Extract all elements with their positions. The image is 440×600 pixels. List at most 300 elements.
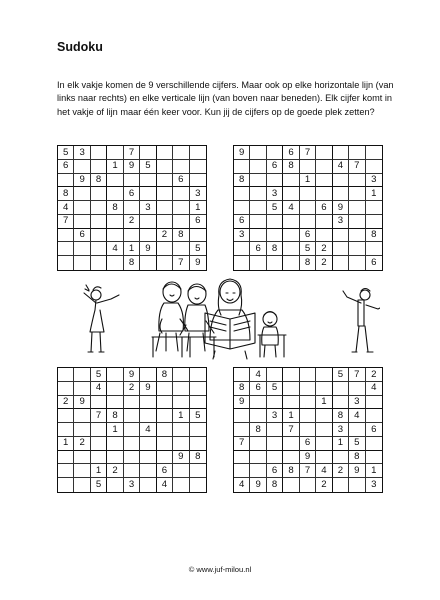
sudoku-cell[interactable] [173,201,189,215]
sudoku-cell[interactable] [157,409,173,423]
sudoku-cell[interactable] [190,229,206,243]
sudoku-cell[interactable] [366,215,382,229]
sudoku-cell[interactable]: 6 [300,437,316,451]
sudoku-cell[interactable]: 9 [300,451,316,465]
sudoku-cell[interactable]: 8 [333,409,349,423]
sudoku-cell[interactable] [74,409,90,423]
sudoku-cell[interactable] [300,201,316,215]
sudoku-cell[interactable]: 5 [190,409,206,423]
sudoku-cell[interactable] [316,187,332,201]
sudoku-cell[interactable] [124,229,140,243]
sudoku-cell[interactable] [234,187,250,201]
sudoku-cell[interactable]: 7 [124,146,140,160]
sudoku-cell[interactable] [124,423,140,437]
sudoku-cell[interactable]: 6 [124,187,140,201]
sudoku-cell[interactable]: 2 [124,215,140,229]
sudoku-cell[interactable]: 7 [234,437,250,451]
sudoku-cell[interactable] [366,160,382,174]
sudoku-cell[interactable] [316,368,332,382]
sudoku-cell[interactable] [91,256,107,270]
sudoku-cell[interactable] [333,242,349,256]
sudoku-cell[interactable] [234,423,250,437]
sudoku-cell[interactable]: 8 [366,229,382,243]
sudoku-cell[interactable] [316,174,332,188]
sudoku-cell[interactable] [157,242,173,256]
sudoku-cell[interactable] [250,409,266,423]
sudoku-cell[interactable] [333,229,349,243]
sudoku-cell[interactable]: 2 [316,478,332,492]
sudoku-cell[interactable] [107,478,123,492]
sudoku-cell[interactable]: 8 [190,451,206,465]
sudoku-cell[interactable] [107,437,123,451]
sudoku-cell[interactable]: 1 [91,464,107,478]
sudoku-cell[interactable]: 5 [333,368,349,382]
sudoku-cell[interactable] [190,423,206,437]
sudoku-cell[interactable] [157,382,173,396]
sudoku-cell[interactable] [316,409,332,423]
sudoku-cell[interactable]: 4 [316,464,332,478]
sudoku-cell[interactable]: 2 [124,382,140,396]
sudoku-cell[interactable] [283,451,299,465]
sudoku-cell[interactable] [91,215,107,229]
sudoku-cell[interactable] [234,368,250,382]
sudoku-cell[interactable]: 8 [267,478,283,492]
sudoku-cell[interactable] [267,146,283,160]
sudoku-cell[interactable]: 7 [300,146,316,160]
sudoku-cell[interactable] [333,396,349,410]
sudoku-cell[interactable] [91,201,107,215]
sudoku-cell[interactable] [234,256,250,270]
sudoku-cell[interactable]: 4 [58,201,74,215]
sudoku-cell[interactable]: 2 [107,464,123,478]
sudoku-cell[interactable] [234,451,250,465]
sudoku-cell[interactable] [316,437,332,451]
sudoku-cell[interactable]: 9 [349,464,365,478]
sudoku-cell[interactable] [74,464,90,478]
sudoku-cell[interactable] [300,160,316,174]
sudoku-cell[interactable] [283,437,299,451]
sudoku-cell[interactable] [124,464,140,478]
sudoku-cell[interactable] [74,423,90,437]
sudoku-cell[interactable] [74,215,90,229]
sudoku-cell[interactable]: 9 [74,396,90,410]
sudoku-cell[interactable] [173,382,189,396]
sudoku-cell[interactable]: 1 [300,174,316,188]
sudoku-cell[interactable]: 9 [124,368,140,382]
sudoku-cell[interactable] [316,451,332,465]
sudoku-cell[interactable] [140,215,156,229]
sudoku-cell[interactable]: 5 [91,478,107,492]
sudoku-cell[interactable] [333,478,349,492]
sudoku-cell[interactable] [250,396,266,410]
sudoku-cell[interactable]: 5 [267,201,283,215]
sudoku-cell[interactable] [91,160,107,174]
sudoku-cell[interactable] [300,215,316,229]
sudoku-cell[interactable] [173,215,189,229]
sudoku-cell[interactable] [173,160,189,174]
sudoku-cell[interactable]: 9 [234,396,250,410]
sudoku-cell[interactable] [300,382,316,396]
sudoku-cell[interactable]: 2 [74,437,90,451]
sudoku-cell[interactable] [250,187,266,201]
sudoku-cell[interactable] [58,256,74,270]
sudoku-cell[interactable] [140,146,156,160]
sudoku-cell[interactable]: 9 [333,201,349,215]
sudoku-cell[interactable]: 6 [316,201,332,215]
sudoku-cell[interactable]: 7 [58,215,74,229]
sudoku-cell[interactable] [250,451,266,465]
sudoku-cell[interactable] [107,396,123,410]
sudoku-cell[interactable] [157,174,173,188]
sudoku-cell[interactable] [173,423,189,437]
sudoku-cell[interactable]: 6 [267,160,283,174]
sudoku-cell[interactable] [316,146,332,160]
sudoku-cell[interactable] [107,368,123,382]
sudoku-cell[interactable]: 8 [283,464,299,478]
sudoku-cell[interactable]: 1 [58,437,74,451]
sudoku-cell[interactable]: 3 [267,409,283,423]
sudoku-cell[interactable]: 4 [91,382,107,396]
sudoku-cell[interactable]: 7 [173,256,189,270]
sudoku-cell[interactable] [300,187,316,201]
sudoku-cell[interactable]: 4 [333,160,349,174]
sudoku-cell[interactable]: 5 [349,437,365,451]
sudoku-cell[interactable] [250,229,266,243]
sudoku-cell[interactable] [250,174,266,188]
sudoku-cell[interactable]: 9 [124,160,140,174]
sudoku-cell[interactable] [157,215,173,229]
sudoku-cell[interactable] [316,229,332,243]
sudoku-cell[interactable] [349,215,365,229]
sudoku-cell[interactable]: 8 [58,187,74,201]
sudoku-cell[interactable] [157,437,173,451]
sudoku-cell[interactable] [349,256,365,270]
sudoku-cell[interactable] [190,396,206,410]
sudoku-cell[interactable]: 3 [371,479,377,491]
sudoku-cell[interactable] [234,160,250,174]
sudoku-cell[interactable] [74,160,90,174]
sudoku-cell[interactable]: 3 [190,187,206,201]
sudoku-cell[interactable] [190,146,206,160]
sudoku-cell[interactable]: 8 [267,242,283,256]
sudoku-cell[interactable] [140,368,156,382]
sudoku-cell[interactable] [140,409,156,423]
sudoku-cell[interactable] [173,396,189,410]
sudoku-cell[interactable]: 2 [333,464,349,478]
sudoku-cell[interactable] [267,423,283,437]
sudoku-cell[interactable] [333,174,349,188]
sudoku-cell[interactable] [58,478,74,492]
sudoku-cell[interactable] [300,423,316,437]
sudoku-cell[interactable]: 6 [267,464,283,478]
sudoku-cell[interactable] [366,201,382,215]
sudoku-cell[interactable]: 3 [366,174,382,188]
sudoku-cell[interactable]: 6 [190,215,206,229]
sudoku-cell[interactable]: 6 [74,229,90,243]
sudoku-cell[interactable]: 9 [250,478,266,492]
sudoku-cell[interactable] [333,451,349,465]
sudoku-cell[interactable]: 5 [267,382,283,396]
sudoku-cell[interactable] [140,451,156,465]
sudoku-cell[interactable] [58,423,74,437]
sudoku-cell[interactable]: 1 [283,409,299,423]
sudoku-cell[interactable]: 1 [316,396,332,410]
sudoku-cell[interactable] [267,368,283,382]
sudoku-cell[interactable] [124,437,140,451]
sudoku-cell[interactable] [124,201,140,215]
sudoku-cell[interactable] [173,464,189,478]
sudoku-cell[interactable] [190,160,206,174]
sudoku-cell[interactable] [74,201,90,215]
sudoku-cell[interactable] [58,368,74,382]
sudoku-cell[interactable]: 6 [250,242,266,256]
sudoku-cell[interactable] [250,201,266,215]
sudoku-cell[interactable]: 4 [283,201,299,215]
sudoku-cell[interactable]: 6 [173,174,189,188]
sudoku-cell[interactable] [58,451,74,465]
sudoku-cell[interactable] [140,229,156,243]
sudoku-cell[interactable] [91,451,107,465]
sudoku-cell[interactable]: 1 [333,437,349,451]
sudoku-cell[interactable]: 8 [349,451,365,465]
sudoku-cell[interactable]: 7 [349,160,365,174]
sudoku-cell[interactable] [316,382,332,396]
sudoku-cell[interactable] [234,464,250,478]
sudoku-cell[interactable]: 7 [349,368,365,382]
sudoku-cell[interactable]: 6 [371,257,377,269]
sudoku-cell[interactable] [124,396,140,410]
sudoku-cell[interactable] [250,437,266,451]
sudoku-cell[interactable] [349,229,365,243]
sudoku-cell[interactable] [173,146,189,160]
sudoku-cell[interactable] [366,451,382,465]
sudoku-cell[interactable] [267,437,283,451]
sudoku-cell[interactable] [107,382,123,396]
sudoku-cell[interactable] [91,187,107,201]
sudoku-cell[interactable]: 4 [250,368,266,382]
sudoku-cell[interactable] [58,174,74,188]
sudoku-cell[interactable] [107,146,123,160]
sudoku-cell[interactable]: 8 [250,423,266,437]
sudoku-cell[interactable] [173,187,189,201]
sudoku-cell[interactable] [74,451,90,465]
sudoku-cell[interactable] [283,215,299,229]
sudoku-cell[interactable] [349,187,365,201]
sudoku-cell[interactable]: 9 [140,382,156,396]
sudoku-cell[interactable] [333,146,349,160]
sudoku-cell[interactable]: 1 [366,464,382,478]
sudoku-cell[interactable]: 8 [91,174,107,188]
sudoku-cell[interactable]: 3 [74,146,90,160]
sudoku-cell[interactable]: 6 [157,464,173,478]
sudoku-cell[interactable]: 5 [140,160,156,174]
sudoku-cell[interactable]: 2 [157,229,173,243]
sudoku-cell[interactable]: 8 [300,256,316,270]
sudoku-cell[interactable] [349,146,365,160]
sudoku-cell[interactable] [91,242,107,256]
sudoku-cell[interactable] [124,174,140,188]
sudoku-cell[interactable]: 1 [107,160,123,174]
sudoku-cell[interactable]: 8 [107,409,123,423]
sudoku-cell[interactable] [190,478,206,492]
sudoku-cell[interactable] [157,396,173,410]
sudoku-cell[interactable] [190,437,206,451]
sudoku-cell[interactable] [107,229,123,243]
sudoku-cell[interactable] [91,146,107,160]
sudoku-cell[interactable]: 2 [316,256,332,270]
sudoku-cell[interactable]: 1 [366,187,382,201]
sudoku-cell[interactable] [140,464,156,478]
sudoku-cell[interactable] [267,256,283,270]
sudoku-cell[interactable] [124,409,140,423]
sudoku-cell[interactable]: 8 [234,382,250,396]
sudoku-cell[interactable] [157,187,173,201]
sudoku-cell[interactable] [58,242,74,256]
sudoku-cell[interactable]: 3 [333,423,349,437]
sudoku-cell[interactable] [267,215,283,229]
sudoku-cell[interactable] [250,215,266,229]
sudoku-cell[interactable] [267,451,283,465]
sudoku-cell[interactable] [300,396,316,410]
sudoku-cell[interactable]: 8 [283,160,299,174]
sudoku-cell[interactable] [250,256,266,270]
sudoku-cell[interactable]: 1 [173,409,189,423]
sudoku-cell[interactable] [157,451,173,465]
sudoku-cell[interactable]: 5 [91,368,107,382]
sudoku-cell[interactable]: 9 [195,257,201,269]
sudoku-cell[interactable] [300,409,316,423]
sudoku-cell[interactable] [107,256,123,270]
sudoku-cell[interactable] [74,242,90,256]
sudoku-cell[interactable] [58,382,74,396]
sudoku-cell[interactable] [349,242,365,256]
sudoku-cell[interactable] [316,215,332,229]
sudoku-cell[interactable]: 1 [124,242,140,256]
sudoku-cell[interactable]: 3 [349,396,365,410]
sudoku-cell[interactable] [124,451,140,465]
sudoku-cell[interactable] [58,229,74,243]
sudoku-cell[interactable]: 5 [300,242,316,256]
sudoku-cell[interactable] [91,396,107,410]
sudoku-cell[interactable] [349,201,365,215]
sudoku-cell[interactable] [140,396,156,410]
sudoku-cell[interactable]: 2 [316,242,332,256]
sudoku-cell[interactable] [190,464,206,478]
sudoku-cell[interactable] [300,368,316,382]
sudoku-cell[interactable]: 9 [140,242,156,256]
sudoku-cell[interactable] [366,242,382,256]
sudoku-cell[interactable] [283,174,299,188]
sudoku-cell[interactable] [140,174,156,188]
sudoku-cell[interactable] [366,409,382,423]
sudoku-cell[interactable] [74,368,90,382]
sudoku-cell[interactable]: 6 [300,229,316,243]
sudoku-cell[interactable]: 3 [124,478,140,492]
sudoku-cell[interactable] [173,368,189,382]
sudoku-cell[interactable] [190,368,206,382]
sudoku-cell[interactable] [366,146,382,160]
sudoku-cell[interactable]: 8 [157,368,173,382]
sudoku-cell[interactable] [157,146,173,160]
sudoku-cell[interactable]: 2 [366,368,382,382]
sudoku-cell[interactable] [316,423,332,437]
sudoku-cell[interactable]: 6 [250,382,266,396]
sudoku-cell[interactable]: 7 [283,423,299,437]
sudoku-cell[interactable] [107,451,123,465]
sudoku-cell[interactable]: 4 [366,382,382,396]
sudoku-cell[interactable] [234,201,250,215]
sudoku-cell[interactable] [173,242,189,256]
sudoku-cell[interactable]: 5 [190,242,206,256]
sudoku-cell[interactable] [91,229,107,243]
sudoku-cell[interactable] [107,187,123,201]
sudoku-cell[interactable]: 3 [234,229,250,243]
sudoku-cell[interactable] [140,187,156,201]
sudoku-cell[interactable] [283,256,299,270]
sudoku-cell[interactable] [140,256,156,270]
sudoku-cell[interactable] [349,174,365,188]
sudoku-cell[interactable] [316,160,332,174]
sudoku-cell[interactable] [333,382,349,396]
sudoku-cell[interactable]: 5 [58,146,74,160]
sudoku-cell[interactable] [250,464,266,478]
sudoku-cell[interactable] [349,382,365,396]
sudoku-cell[interactable]: 3 [267,187,283,201]
sudoku-cell[interactable]: 3 [333,215,349,229]
sudoku-cell[interactable] [283,242,299,256]
sudoku-cell[interactable] [283,478,299,492]
sudoku-cell[interactable] [366,396,382,410]
sudoku-cell[interactable] [58,409,74,423]
sudoku-cell[interactable] [349,478,365,492]
sudoku-cell[interactable]: 6 [366,423,382,437]
sudoku-cell[interactable] [157,423,173,437]
sudoku-cell[interactable]: 2 [58,396,74,410]
sudoku-cell[interactable]: 4 [107,242,123,256]
sudoku-cell[interactable] [173,437,189,451]
sudoku-cell[interactable] [283,229,299,243]
sudoku-cell[interactable] [190,382,206,396]
sudoku-cell[interactable] [300,478,316,492]
sudoku-cell[interactable] [349,423,365,437]
sudoku-cell[interactable]: 9 [173,451,189,465]
sudoku-cell[interactable] [234,242,250,256]
sudoku-cell[interactable] [91,437,107,451]
sudoku-cell[interactable] [173,478,189,492]
sudoku-cell[interactable] [74,187,90,201]
sudoku-cell[interactable]: 6 [234,215,250,229]
sudoku-cell[interactable] [58,464,74,478]
sudoku-cell[interactable] [267,396,283,410]
sudoku-cell[interactable] [283,382,299,396]
sudoku-cell[interactable] [91,423,107,437]
sudoku-cell[interactable]: 8 [234,174,250,188]
sudoku-cell[interactable]: 9 [74,174,90,188]
sudoku-cell[interactable]: 1 [107,423,123,437]
sudoku-cell[interactable] [74,478,90,492]
sudoku-cell[interactable] [140,437,156,451]
sudoku-cell[interactable]: 1 [190,201,206,215]
sudoku-cell[interactable]: 4 [157,478,173,492]
sudoku-cell[interactable] [267,174,283,188]
sudoku-cell[interactable] [283,396,299,410]
sudoku-cell[interactable]: 7 [300,464,316,478]
sudoku-cell[interactable]: 6 [283,146,299,160]
sudoku-cell[interactable]: 4 [140,423,156,437]
sudoku-cell[interactable] [250,160,266,174]
sudoku-cell[interactable] [157,256,173,270]
sudoku-cell[interactable] [366,437,382,451]
